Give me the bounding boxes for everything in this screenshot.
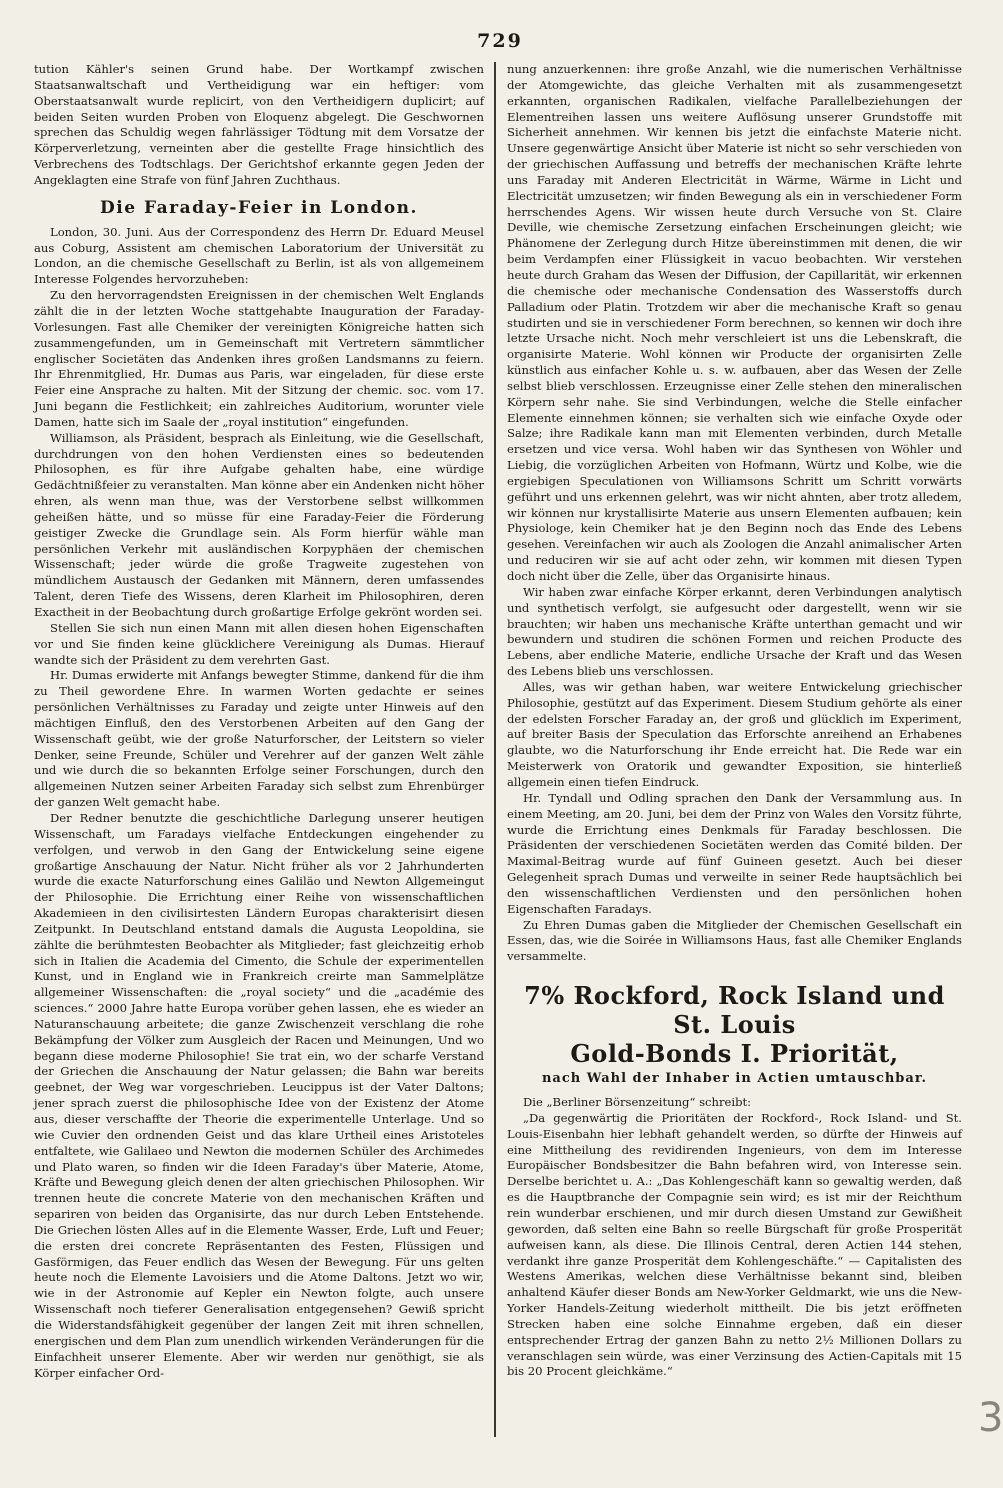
left-column <box>34 62 484 1381</box>
article-title: Die Faraday-Feier in London. <box>100 197 418 218</box>
article-paragraph: Zu den hervorragendsten Ereignissen in der chemischen Welt Englands zählt die in der letzten Woche stattgehabte Inauguration der Faraday-Vorlesungen. Fast alle Chemiker der vereinigten Königreiche hatten sich zusammengefunden, um in Gemeinschaft mit Vertretern sämmtlicher englischer Societäten das Andenken ihres großen Landsmanns zu feiern. Ihr Ehrenmitglied, Hr. Dumas aus Paris, war eingeladen, für diese erste Feier eine Ansprache zu halten. Mit der Sitzung der chemic. soc. vom 17. Juni begann die Festlichkeit; ein zahlreiches Auditorium, worunter viele Damen, hatte sich im Saale der „royal institution“ eingefunden. <box>34 288 484 429</box>
article-paragraph: Williamson, als Präsident, besprach als Einleitung, wie die Gesellschaft, durchdrungen von den hohen Verdiensten eines so bedeutenden Philosophen, es für ihre Aufgabe gehalten habe, eine würdige Gedächtnißfeier zu veranstalten. Man könne aber ein Andenken nicht höher ehren, als wenn man thue, was der Verstorbene selbst willkommen geheißen hätte, und so müsse für eine Faraday-Feier die Förderung geistiger Zwecke die Grundlage sein. Als Form hierfür wähle man persönlichen Verkehr mit ausländischen Korpyphäen der chemischen Wissenschaft; jeder würde die große Tragweite zugestehen von mündlichem Austausch der Gedanken mit Männern, deren umfassendes Talent, deren Tiefe des Wissens, deren Klarheit im Philosophiren, deren Exactheit in der Beobachtung durch großartige Erfolge gekrönt worden sei. <box>34 430 484 619</box>
article-paragraph: Hr. Dumas erwiderte mit Anfangs bewegter Stimme, dankend für die ihm zu Theil gewordene Ehre. In warmen Worten gedachte er seines persönlichen Verhältnisses zu Faraday und zeigte unter Hinweis auf den mächtigen Einfluß, den des Verstorbenen Arbeiten auf den Gang der Wissenschaft geübt, wie der große Naturforscher, der Leitstern so vieler Denker, seine Freunde, Schüler und Verehrer auf der ganzen Welt zähle und wie durch die so bekannten Erfolge seiner Forschungen, durch den allgemeinen Nutzen seiner Arbeiten Faraday sich selbst zum Ehrenbürger der ganzen Welt gemacht habe. <box>34 668 484 810</box>
article-paragraph: Wir haben zwar einfache Körper erkannt, deren Verbindungen analytisch und synthetisch verfolgt, sie aufgesucht oder dargestellt, wenn wir sie brauchten; wir haben uns mechanische Kräfte unterthan gemacht und wir bewundern und studiren die schönen Formen und reichen Producte des Lebens, aber endliche Materie, endliche Ursache der Kraft und das Wesen des Lebens blieb uns verschlossen. <box>507 584 962 679</box>
article-paragraph: Zu Ehren Dumas gaben die Mitglieder der Chemischen Gesellschaft ein Essen, das, wie die Soirée in Williamsons Haus, fast alle Chemiker Englands versammelte. <box>507 917 962 964</box>
bond-title-line2: Gold-Bonds I. Priorität, <box>570 1039 899 1069</box>
bond-paragraph: „Da gegenwärtig die Prioritäten der Rockford-, Rock Island- und St. Louis-Eisenbahn hier lebhaft gehandelt werden, so dürfte der Hinweis auf eine Mittheilung des revidirenden Ingenieurs, von dem im Interesse Europäischer Bondsbesitzer die Bahn befahren wird, von Interesse sein. Derselbe berichtet u. A.: „Das Kohlengeschäft kann so gewaltig werden, daß es die Hauptbranche der Compagnie sein wird; es ist mir der Reichthum rein wunderbar erschienen, und mir durch diesen Umstand zur Gewißheit geworden, daß selten eine Bahn so reelle Bürgschaft für große Prosperität aufweisen kann, als diese. Die Illinois Central, deren Actien 144 stehen, verdankt ihre ganze Prosperität dem Kohlengeschäfte.“ — Capitalisten des Westens Amerikas, welchen diese Verhältnisse bekannt sind, bleiben anhaltend Käufer dieser Bonds am New-Yorker Geldmarkt, wie uns die New-Yorker Handels-Zeitung wiederholt mittheilt. Die bis jetzt eröffneten Strecken haben eine solche Einnahme ergeben, daß ein dieser entsprechender Ertrag der ganzen Bahn zu netto 2½ Millionen Dollars zu veranschlagen sein würde, was einer Verzinsung des Actien-Capitals mit 15 bis 20 Procent gleichkäme.“ <box>507 1110 962 1379</box>
bond-notice <box>507 981 962 1380</box>
bond-title: 7% Rockford, Rock Island und St. Louis <box>524 981 945 1040</box>
bond-subtitle: nach Wahl der Inhaber in Actien umtauschbar. <box>541 1071 928 1087</box>
article-paragraph: Der Redner benutzte die geschichtliche Darlegung unserer heutigen Wissenschaft, um Faradays vielfache Entdeckungen eingehender zu verfolgen, und verwob in den Gang der Entwickelung seine eigene großartige Anschauung der Natur. Nicht früher als vor 2 Jahrhunderten wurde die exacte Naturforschung eines Galiläo und Newton Allgemeingut der Philosophie. Die Errichtung einer Reihe von wissenschaftlichen Akademieen in den civilisirtesten Ländern Europas charakterisirt diesen Zeitpunkt. In Deutschland entstand damals die Augusta Leopoldina, sie zählte die berühmtesten Beobachter als Mitglieder; fast gleichzeitig erhob sich in Italien die Academia del Cimento, die Schule der experimentellen Kunst, und in England wie in Frankreich creirte man Sammelplätze allgemeiner Wissenschaften: die „royal society“ und die „académie des sciences.“ 2000 Jahre hatte Europa vorüber gehen lassen, ehe es wieder an Naturanschauung arbeitete; die ganze Zwischenzeit verschlang die rohe Bekämpfung der Völker zum Ausgleich der Racen und Meinungen, Und wo begann diese moderne Philosophie! Sie trat ein, wo der scharfe Verstand der Griechen die Anschauung der Natur gelassen; die Bahn war bereits geebnet, der Weg war vorgeschrieben. Leucippus ist der Vater Daltons; jener sprach zuerst die philosophische Idee von der Existenz der Atome aus, dieser verschaffte der Theorie die experimentelle Unterlage. Und so wie Cuvier den ordnenden Geist und das klare Urtheil eines Aristoteles entfaltete, wie Galilaeo und Newton die modernen Schüler des Archimedes und Plato waren, so finden wir die Ideen Faraday's über Materie, Atome, Kräfte und Bewegung gleich denen der alten griechischen Philosophen. Wir trennen heute die concrete Materie von den mechanischen Kräften und separiren von beiden das Organisirte, das nur durch Leben Entstehende. Die Griechen lösten Alles auf in die Elemente Wasser, Erde, Luft und Feuer; die ersten drei concrete Repräsentanten des Festen, Flüssigen und Gasförmigen, das Feuer endlich das Wesen der Bewegung. Für uns gelten heute noch die Elemente Lavoisiers und die Atome Daltons. Jetzt wo wir, wie in der Astronomie auf Kepler ein Newton folgte, auch unsere Wissenschaft noch tieferer Generalisation entgegensehen? Gewiß spricht die Widerstandsfähigkeit gegenüber der langen Zeit mit ihren schnellen, energischen und dem Plan zum unendlich wirkenden Veränderungen für die Einfachheit unserer Elemente. Aber wir werden nur genöthigt, sie als Körper einfacher Ord- <box>34 810 484 1380</box>
bond-paragraph: Die „Berliner Börsenzeitung“ schreibt: <box>523 1095 752 1110</box>
intro-paragraph: tution Kähler's seinen Grund habe. Der Wortkampf zwischen Staatsanwaltschaft und Vertheidigung war ein heftiger: vom Oberstaatsanwalt wurde replicirt, von den Vertheidigern duplicirt; auf beiden Seiten wurden Proben von Eloquenz abgelegt. Die Geschwornen sprechen das Schuldig wegen fahrlässiger Tödtung mit dem Vorsatze der Körperverletzung, verneinten aber die gestellte Frage hinsichtlich des Verbrechens des Todtschlags. Der Gerichtshof erkannte gegen Jeden der Angeklagten eine Strafe von fünf Jahren Zuchthaus. <box>34 62 484 187</box>
page-number: 729 <box>477 30 523 52</box>
article-paragraph: nung anzuerkennen: ihre große Anzahl, wie die numerischen Verhältnisse der Atomgewichte, das gleiche Verhalten mit als zusammengesetzt erkannten, organischen Radikalen, vielfache Parallelbeziehungen der Elementreihen lassen uns weitere Auflösung unserer Grundstoffe mit Sicherheit annehmen. Wir kennen bis jetzt die einfachste Materie nicht. Unsere gegenwärtige Ansicht über Materie ist nicht so sehr verschieden von der griechischen Auffassung und betreffs der mechanischen Kräfte lehrte uns Faraday mit Anderen Electricität in Wärme, Wärme in Licht und Electricität umzusetzen; wir finden Bewegung als ein in verschiedener Form herrschendes Agens. Wir wissen heute durch Versuche von St. Claire Deville, wie chemische Zersetzung einfachen Erscheinungen gleicht; wie Phänomene der Zerlegung durch Hitze übereinstimmen mit denen, die wir beim Verdampfen einer Flüssigkeit in vacuo beobachten. Wir verstehen heute durch Graham das Wesen der Diffusion, der Capillarität, wir erkennen die chemische oder mechanische Condensation des Wasserstoffs durch Palladium oder Platin. Trotzdem wir aber die mechanische Kraft so genau studirten und sie in verschiedener Form berechnen, so kennen wir doch ihre letzte Ursache nicht. Noch mehr verschleiert ist uns die Lebenskraft, die organisirte Materie. Wohl können wir Producte der organisirten Zelle künstlich aus einfacher Kohle u. s. w. aufbauen, aber das Wesen der Zelle selbst blieb verschlossen. Erzeugnisse einer Zelle stehen den mineralischen Körpern sehr nahe. Sie sind Verbindungen, welche die Stelle einfacher Elemente einnehmen können; sie verhalten sich wie einfache Oxyde oder Salze; ihre Radikale kann man mit Elementen verbinden, durch Metalle ersetzen und vice versa. Wohl haben wir das Synthesen von Wöhler und Liebig, die vorzüglichen Arbeiten von Hofmann, Würtz und Kolbe, wie die ergiebigen Speculationen von Williamsons Schritt um Schritt vorwärts geführt und uns erkennen gelehrt, was wir nicht ahnten, aber trotz alledem, wir können nur krystallisirte Materie aus unsern Elementen aufbauen; kein Physiologe, kein Chemiker hat je den Beginn noch das Ende des Lebens gesehen. Vereinfachen wir auch als Zoologen die Anzahl animalischer Arten und reduciren wir sie auf acht oder zehn, wir kommen mit diesen Typen doch nicht über die Zelle, über das Organisirte hinaus. <box>507 62 962 583</box>
article-paragraph: Hr. Tyndall und Odling sprachen den Dank der Versammlung aus. In einem Meeting, am 20. Juni, bei dem der Prinz von Wales den Vorsitz führte, wurde die Errichtung eines Denkmals für Faraday beschlossen. Die Präsidenten der verschiedenen Societäten werden das Comité bilden. Der Maximal-Beitrag wurde auf fünf Guineen gesetzt. Auch bei dieser Gelegenheit sprach Dumas und verweilte in seiner Rede hauptsächlich bei den wissenschaftlichen Verdiensten und den persönlichen hohen Eigenschaften Faradays. <box>507 790 962 916</box>
article-paragraph: Alles, was wir gethan haben, war weitere Entwickelung griechischer Philosophie, gestützt auf das Experiment. Diesem Studium gehörte als einer der edelsten Forscher Faraday an, der groß und glücklich im Experiment, auf breiter Basis der Speculation das Erforschte anreihend an Erhabenes glaubte, wo die Naturforschung ihr Ende erreicht hat. Die Rede war ein Meisterwerk von Oratorik und gewandter Exposition, sie hinterließ allgemein einen tiefen Eindruck. <box>507 679 962 789</box>
article-paragraph: London, 30. Juni. Aus der Correspondenz des Herrn Dr. Eduard Meusel aus Coburg, Assistent am chemischen Laboratorium der Universität zu London, an die chemische Gesellschaft zu Berlin, ist als von allgemeinem Interesse Folgendes hervorzuheben: <box>34 224 484 287</box>
column-divider <box>494 62 496 1437</box>
right-column <box>507 62 962 1380</box>
edge-mark: 3 <box>978 1395 1003 1441</box>
article-paragraph: Stellen Sie sich nun einen Mann mit allen diesen hohen Eigenschaften vor und Sie finden keine glücklichere Vereinigung als Dumas. Hierauf wandte sich der Präsident zu dem verehrten Gast. <box>34 620 484 667</box>
